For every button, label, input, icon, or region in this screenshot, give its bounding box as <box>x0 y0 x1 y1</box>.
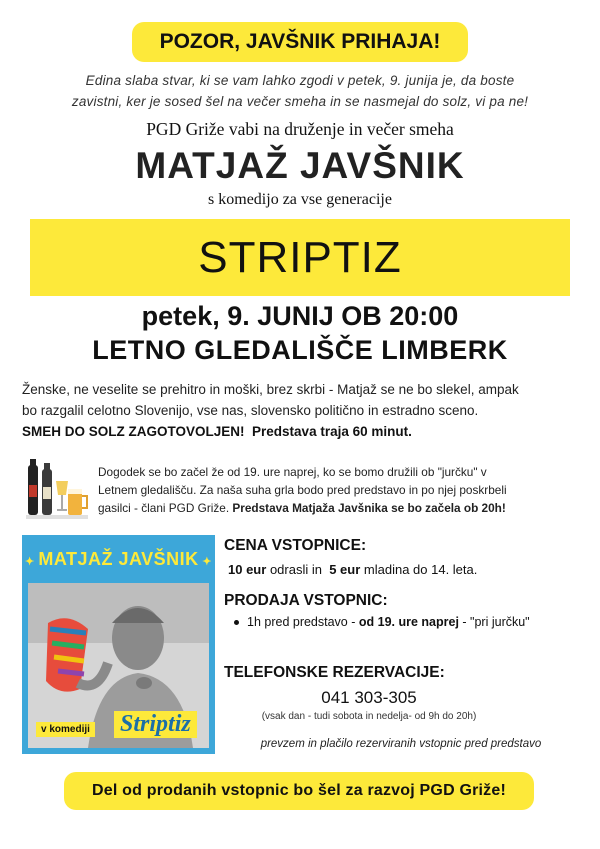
intro-line: Edina slaba stvar, ki se vam lahko zgodi v petek, 9. junija je, da boste <box>85 73 515 88</box>
sale-text-a: 1h pred predstavo - <box>247 615 356 629</box>
adult-price: 10 eur <box>228 562 267 577</box>
sale-text-c: - "pri jurčku" <box>462 615 530 629</box>
event-venue: LETNO GLEDALIŠČE LIMBERK <box>92 335 508 365</box>
event-date: petek, 9. JUNIJ OB 20:00 <box>141 301 459 331</box>
pickup-note: prevzem in plačilo rezerviranih vstopnic pred predstavo <box>260 738 542 750</box>
sale-text-b: od 19. ure naprej <box>358 615 459 629</box>
poster-title: Striptiz <box>114 711 197 738</box>
star-icon: ✦ <box>25 556 39 568</box>
note-line <box>98 499 578 517</box>
price-line <box>228 562 477 577</box>
description-bold-line <box>22 421 582 442</box>
intro-text <box>30 70 570 112</box>
sale-heading: PRODAJA VSTOPNIC: <box>224 592 388 609</box>
poster-prefix: v komediji <box>36 722 95 737</box>
star-icon: ✦ <box>198 556 212 568</box>
note-line: Letnem gledališču. Za naša suha grla bodo pred predstavo in po njej poskrbeli <box>98 483 507 497</box>
duration-note: Predstava traja 60 minut. <box>252 424 412 439</box>
laugh-guarantee: SMEH DO SOLZ ZAGOTOVOLJEN! <box>22 424 245 439</box>
event-subtitle: s komedijo za vse generacije <box>208 191 392 208</box>
phone-heading: TELEFONSKE REZERVACIJE: <box>224 664 445 681</box>
description-line: bo razgalil celotno Slovenijo, vse nas, slovensko politično in estradno sceno. <box>22 403 479 418</box>
note-line: Dogodek se bo začel že od 19. ure naprej, ko se bomo družili ob "jurčku" v <box>98 465 487 479</box>
description-line: Ženske, ne veselite se prehitro in moški, brez skrbi - Matjaž se ne bo slekel, ampak <box>22 382 519 397</box>
show-poster <box>22 535 215 754</box>
note-text: gasilci - člani PGD Griže. <box>98 501 230 515</box>
footer-banner: Del od prodanih vstopnic bo šel za razvoj PGD Griže! <box>64 772 534 810</box>
youth-price-text: mladina do 14. leta. <box>363 562 478 577</box>
drinks-illustration <box>22 459 92 523</box>
youth-price: 5 eur <box>329 562 361 577</box>
sale-list-item <box>234 615 530 629</box>
alert-banner: POZOR, JAVŠNIK PRIHAJA! <box>132 22 468 62</box>
adult-price-text: odrasli in <box>269 562 322 577</box>
performer-name: MATJAŽ JAVŠNIK <box>135 145 465 186</box>
bullet-icon <box>234 620 239 625</box>
poster-name-text: MATJAŽ JAVŠNIK <box>38 549 199 569</box>
phone-number: 041 303-305 <box>321 688 417 707</box>
intro-line: zavistni, ker je sosed šel na večer smeha in se nasmejal do solz, vi pa ne! <box>71 94 529 109</box>
event-note <box>98 463 578 517</box>
phone-hours: (vsak dan - tudi sobota in nedelja- od 9h do 20h) <box>261 711 477 722</box>
invite-line: PGD Griže vabi na druženje in večer smeha <box>146 119 454 139</box>
description <box>22 379 582 442</box>
start-time-note: Predstava Matjaža Javšnika se bo začela ob 20h! <box>232 501 506 515</box>
price-heading: CENA VSTOPNICE: <box>224 537 367 554</box>
show-title: STRIPTIZ <box>30 219 570 296</box>
poster-name <box>22 549 215 570</box>
